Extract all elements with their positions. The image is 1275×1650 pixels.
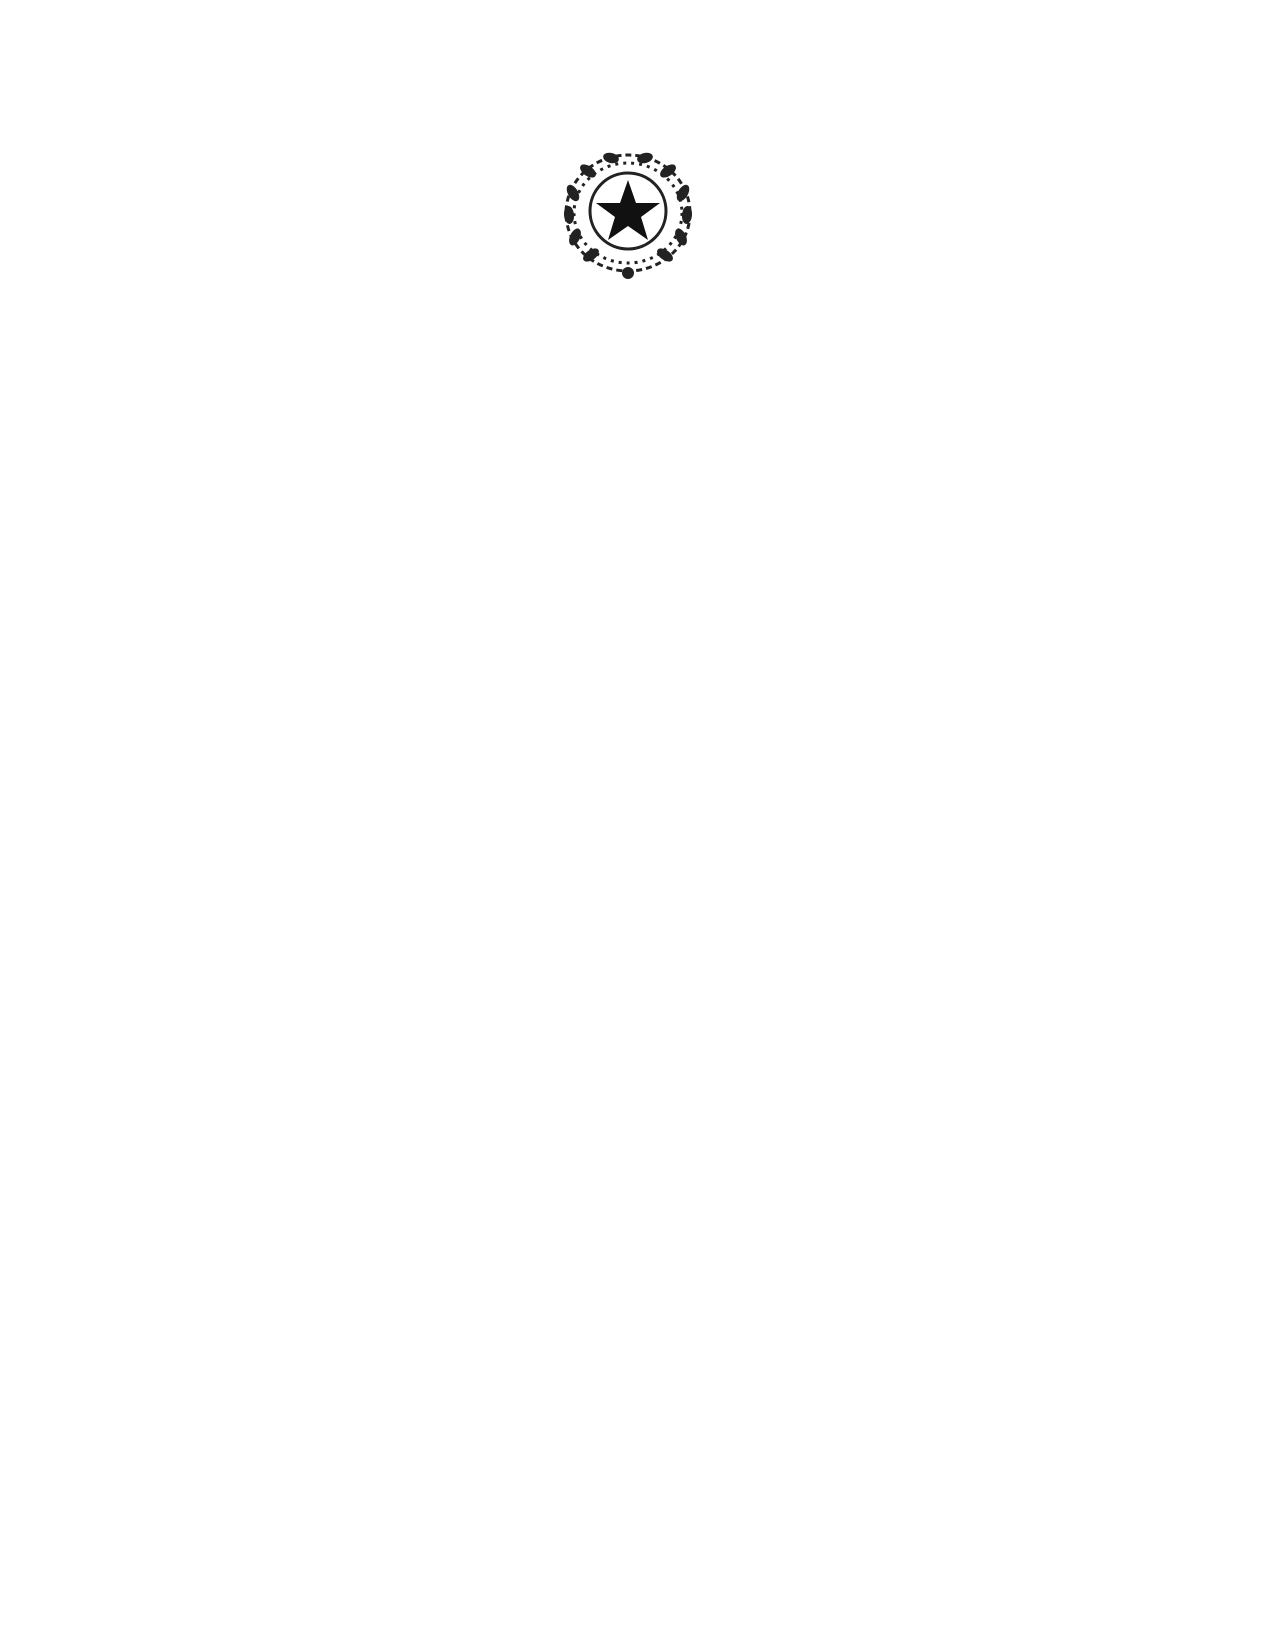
emblem-graphic [553, 143, 703, 283]
garuda-star-wreath-emblem-icon [553, 143, 703, 283]
